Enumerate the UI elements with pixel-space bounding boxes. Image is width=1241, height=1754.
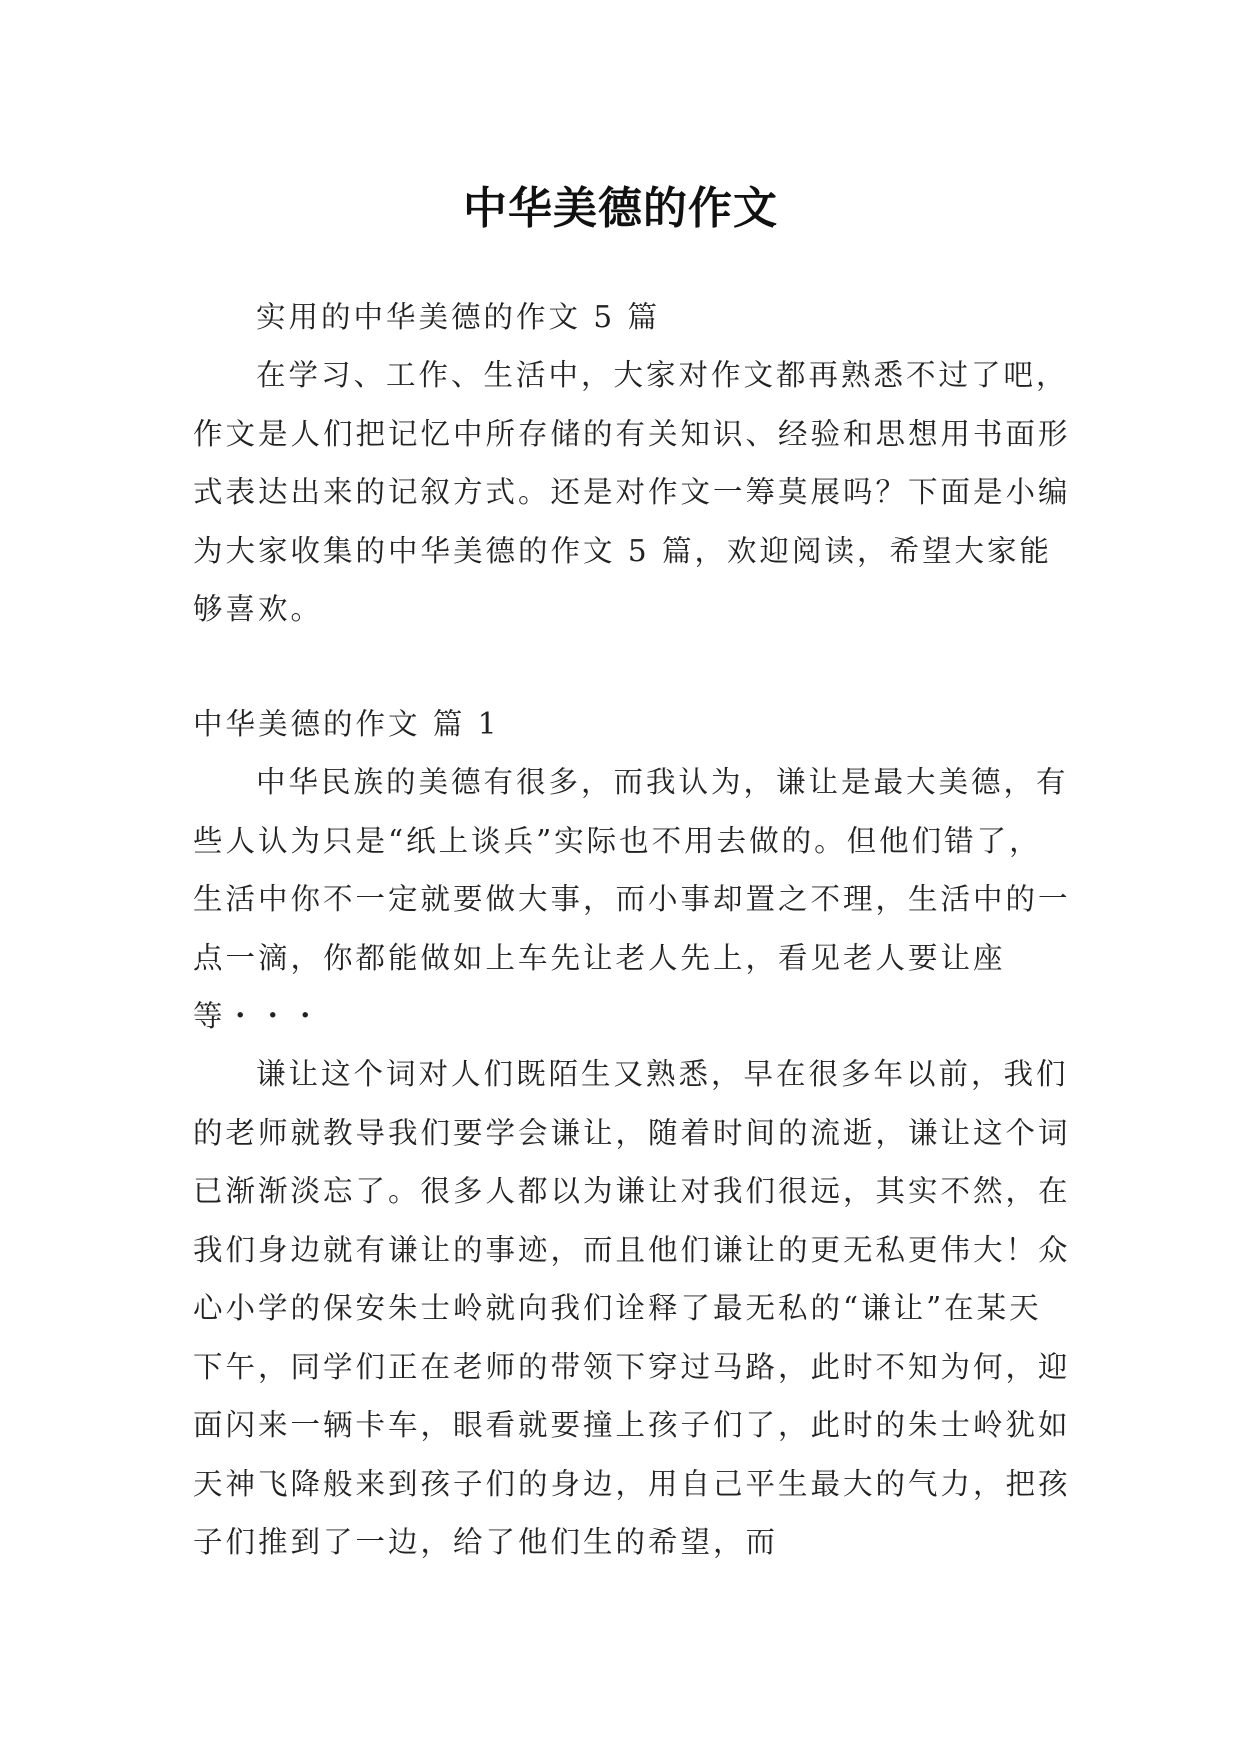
document-title: 中华美德的作文 <box>463 183 778 235</box>
intro-paragraph: 在学习、工作、生活中，大家对作文都再熟悉不过了吧，作文是人们把记忆中所存储的有关知识、经验和思想用书面形式表达出来的记叙方式。还是对作文一筹莫展吗？下面是小编为大家收集的中华美德的作文 5 篇，欢迎阅读，希望大家能够喜欢。 <box>193 358 1071 626</box>
document-subtitle: 实用的中华美德的作文 5 篇 <box>256 300 661 334</box>
body-paragraph-1: 中华民族的美德有很多，而我认为，谦让是最大美德，有些人认为只是“纸上谈兵”实际也不用去做的。但他们错了，生活中你不一定就要做大事，而小事却置之不理，生活中的一点一滴，你都能做如上车先让老人先上，看见老人要让座等・・・ <box>193 765 1071 1033</box>
body-paragraph-2: 谦让这个词对人们既陌生又熟悉，早在很多年以前，我们的老师就教导我们要学会谦让，随着时间的流逝，谦让这个词已渐渐淡忘了。很多人都以为谦让对我们很远，其实不然，在我们身边就有谦让的事迹，而且他们谦让的更无私更伟大！众心小学的保安朱士岭就向我们诠释了最无私的“谦让”在某天下午，同学们正在老师的带领下穿过马路，此时不知为何，迎面闪来一辆卡车，眼看就要撞上孩子们了，此时的朱士岭犹如天神飞降般来到孩子们的身边，用自己平生最大的气力，把孩子们推到了一边，给了他们生的希望，而 <box>193 1057 1071 1559</box>
section-heading: 中华美德的作文 篇 1 <box>193 707 500 741</box>
